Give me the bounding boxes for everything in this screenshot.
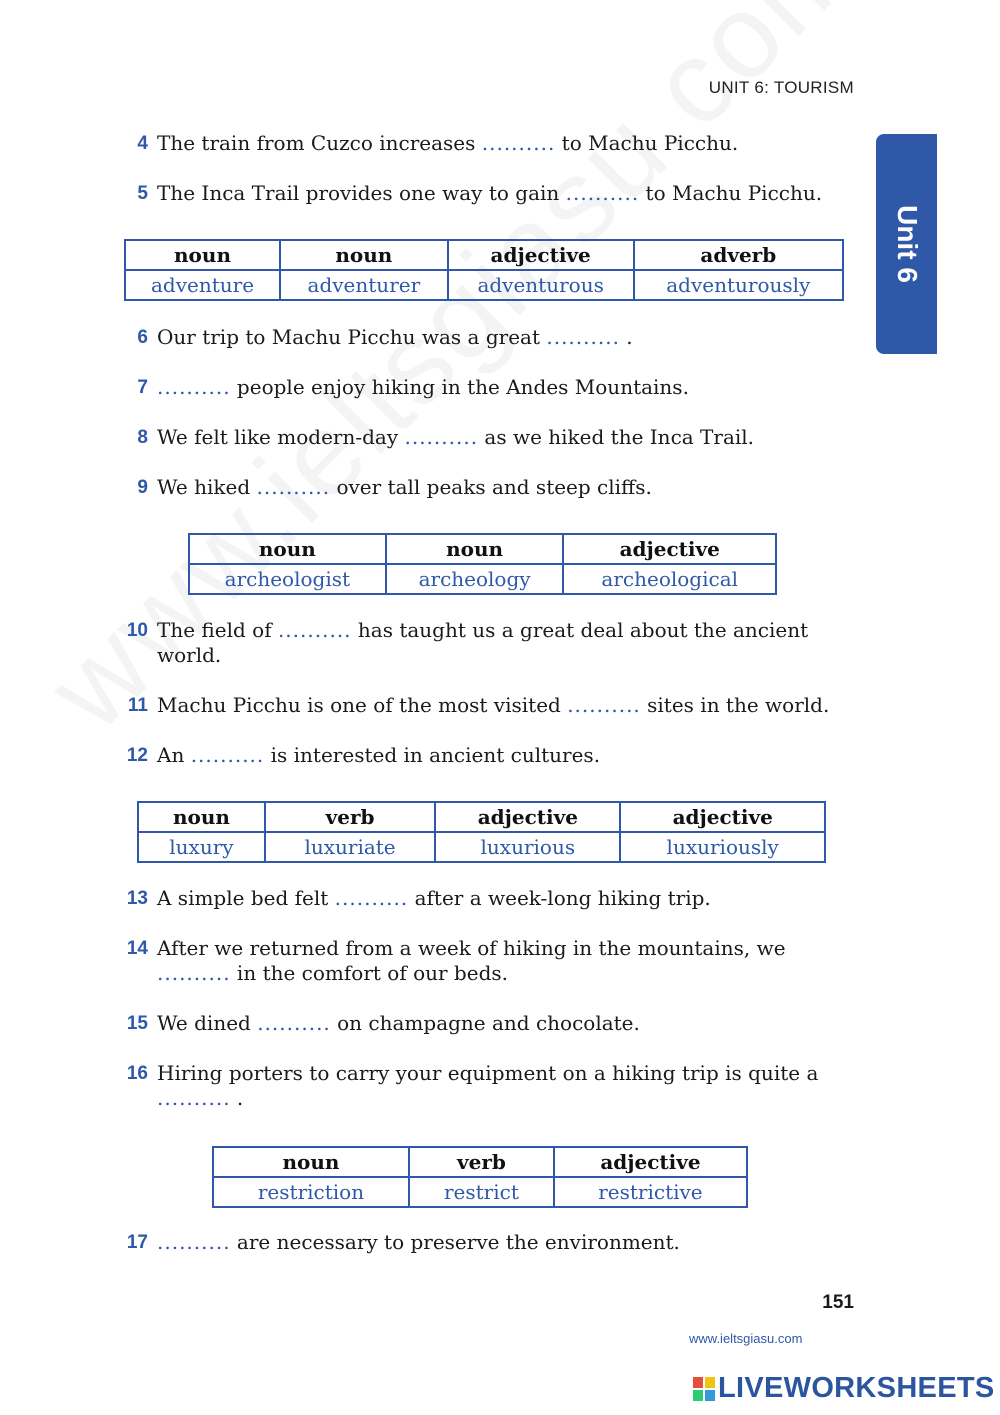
answer-blank[interactable]: .......... (256, 475, 331, 499)
question-number: 9 (137, 477, 148, 498)
answer-blank[interactable]: .......... (277, 618, 352, 642)
question-number: 5 (137, 183, 148, 204)
question-number: 13 (126, 888, 148, 909)
table-header-cell: adjective (448, 240, 634, 270)
question-text: A simple bed felt .......... after a week-long hiking trip. (157, 886, 711, 910)
table-header-cell: adjective (435, 802, 620, 832)
table-header-cell: noun (280, 240, 448, 270)
question-text: After we returned from a week of hiking in the mountains, we .......... in the comfort of our beds. (157, 936, 786, 985)
question-6 (110, 325, 850, 350)
word-form-table-luxury (137, 801, 826, 863)
table-header-cell: adjective (620, 802, 825, 832)
liveworksheets-brand: LIVEWORKSHEETS (718, 1372, 995, 1404)
question-text: The Inca Trail provides one way to gain .......... to Machu Picchu. (157, 181, 823, 205)
word-form-cell: luxuriously (620, 832, 825, 862)
question-11 (110, 693, 850, 718)
question-13 (110, 886, 850, 911)
table-header-cell: noun (138, 802, 265, 832)
unit-header: UNIT 6: TOURISM (708, 78, 854, 97)
answer-blank[interactable]: .......... (157, 375, 231, 399)
word-form-cell: adventurous (448, 270, 634, 300)
question-text: An .......... is interested in ancient cultures. (157, 743, 601, 767)
site-url[interactable]: www.ieltsgiasu.com (689, 1331, 803, 1346)
word-form-cell: archeology (386, 564, 564, 594)
question-15 (110, 1011, 850, 1036)
question-17 (110, 1230, 850, 1255)
word-form-cell: restriction (213, 1177, 409, 1207)
question-8 (110, 425, 850, 450)
question-text: The train from Cuzco increases .......... to Machu Picchu. (157, 131, 739, 155)
question-number: 4 (137, 133, 148, 154)
answer-blank[interactable]: .......... (404, 425, 479, 449)
answer-blank[interactable]: .......... (546, 325, 620, 349)
page-number: 151 (822, 1292, 854, 1313)
question-text: Machu Picchu is one of the most visited .......... sites in the world. (157, 693, 830, 717)
question-number: 15 (126, 1013, 148, 1034)
question-number: 12 (126, 745, 148, 766)
question-10 (110, 618, 850, 668)
unit-tab (876, 134, 937, 354)
question-text: Our trip to Machu Picchu was a great .......... . (157, 325, 633, 349)
answer-blank[interactable]: .......... (257, 1011, 331, 1035)
answer-blank[interactable]: .......... (481, 131, 556, 155)
word-form-table-archeology (188, 533, 777, 595)
question-text: We hiked .......... over tall peaks and steep cliffs. (157, 475, 652, 499)
word-form-cell: archeologist (189, 564, 386, 594)
word-form-cell: restrict (409, 1177, 554, 1207)
table-header-cell: noun (189, 534, 386, 564)
word-form-cell: restrictive (554, 1177, 747, 1207)
question-text: We dined .......... on champagne and chocolate. (157, 1011, 640, 1035)
question-number: 11 (127, 695, 148, 716)
table-header-cell: noun (125, 240, 280, 270)
table-header-cell: verb (409, 1147, 554, 1177)
unit-tab-label: Unit 6 (891, 205, 923, 283)
question-number: 16 (126, 1063, 148, 1084)
question-number: 6 (137, 327, 148, 348)
question-7 (110, 375, 850, 400)
question-text: The field of .......... has taught us a great deal about the ancient world. (157, 618, 809, 667)
word-form-cell: luxuriate (265, 832, 435, 862)
answer-blank[interactable]: .......... (157, 1230, 231, 1254)
question-number: 8 (137, 427, 148, 448)
question-12 (110, 743, 850, 768)
table-header-cell: adverb (634, 240, 843, 270)
word-form-cell: luxury (138, 832, 265, 862)
question-number: 14 (126, 938, 148, 959)
liveworksheets-icon (693, 1377, 715, 1401)
table-header-cell: noun (386, 534, 564, 564)
word-form-cell: adventurer (280, 270, 448, 300)
question-text: .......... are necessary to preserve the environment. (157, 1230, 680, 1254)
table-header-cell: adjective (554, 1147, 747, 1177)
word-form-table-adventure (124, 239, 844, 301)
liveworksheets-logo (693, 1372, 995, 1405)
question-14 (110, 936, 850, 986)
question-text: We felt like modern-day .......... as we hiked the Inca Trail. (157, 425, 755, 449)
question-number: 10 (126, 620, 148, 641)
question-text: Hiring porters to carry your equipment on a hiking trip is quite a .......... . (157, 1061, 819, 1110)
table-header-cell: noun (213, 1147, 409, 1177)
question-9 (110, 475, 850, 500)
answer-blank[interactable]: .......... (565, 181, 640, 205)
answer-blank[interactable]: .......... (567, 693, 641, 717)
word-form-table-restriction (212, 1146, 748, 1208)
question-text: .......... people enjoy hiking in the Andes Mountains. (157, 375, 689, 399)
answer-blank[interactable]: .......... (157, 1086, 231, 1110)
word-form-cell: luxurious (435, 832, 620, 862)
word-form-cell: adventure (125, 270, 280, 300)
word-form-cell: archeological (563, 564, 776, 594)
answer-blank[interactable]: .......... (334, 886, 409, 910)
word-form-cell: adventurously (634, 270, 843, 300)
question-5 (110, 181, 850, 206)
table-header-cell: verb (265, 802, 435, 832)
table-header-cell: adjective (563, 534, 776, 564)
question-16 (110, 1061, 850, 1111)
answer-blank[interactable]: .......... (157, 961, 231, 985)
answer-blank[interactable]: .......... (190, 743, 265, 767)
question-number: 17 (126, 1232, 148, 1253)
question-4 (110, 131, 850, 156)
question-number: 7 (137, 377, 148, 398)
